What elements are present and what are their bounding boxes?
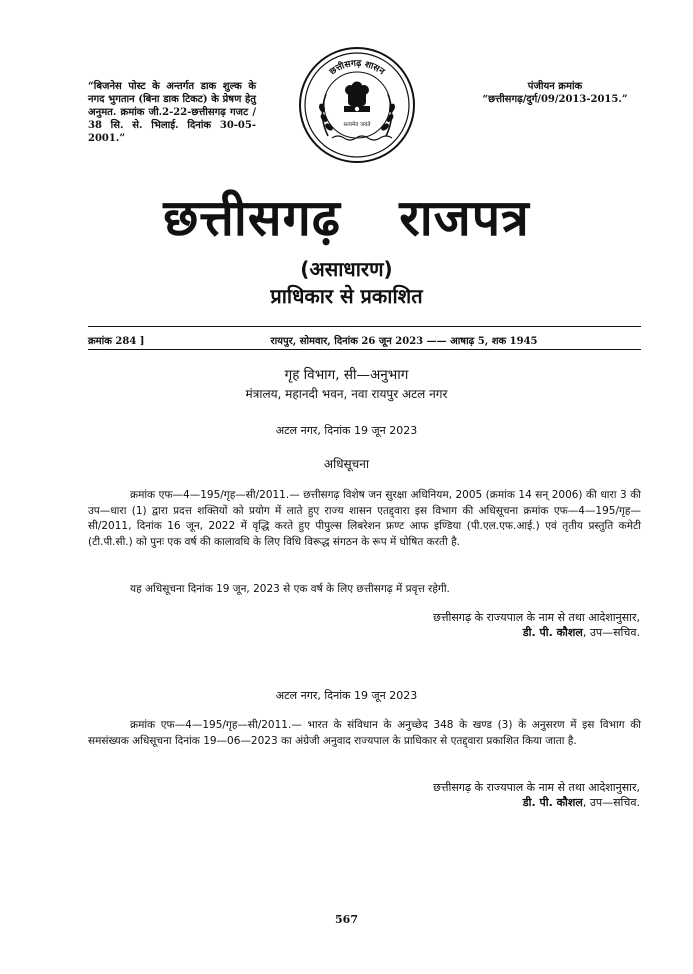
notice2-signature-line: छत्तीसगढ़ के राज्यपाल के नाम से तथा आदेशानुसार, [433,781,640,794]
gazette-title: छत्तीसगढ़ राजपत्र [163,189,530,247]
notice1-signatory-name: डी. पी. कौशल [522,626,583,639]
notice1-signatory-designation: , उप—सचिव. [582,626,640,639]
seal-motto: सत्यमेव जयते [343,122,371,128]
notice2-signatory [340,795,640,810]
notice1-place-date: अटल नगर, दिनांक 19 जून 2023 [275,424,418,437]
notice1-effective-clause: यह अधिसूचना दिनांक 19 जून, 2023 से एक वर्ष के लिए छत्तीसगढ़ में प्रवृत्त रहेगी. [130,583,450,595]
notice2-place-date: अटल नगर, दिनांक 19 जून 2023 [275,689,418,702]
notice2-signatory-name: डी. पी. कौशल [522,796,583,809]
bottom-rule [88,349,641,350]
government-seal-icon [298,46,416,164]
issue-dateline: रायपुर, सोमवार, दिनांक 26 जून 2023 —— आषाढ़ 5, शक 1945 [270,336,538,347]
top-rule [88,326,641,327]
extraordinary-label: (असाधारण) [300,257,393,281]
notice2-body: क्रमांक एफ—4—195/गृह—सी/2011.— भारत के संविधान के अनुच्छेद 348 के खण्ड (3) के अनुसरण में इस विभाग की समसंख्यक अधिसूचना दिनांक 19—06—2023 का अंग्रेजी अनुवाद राज्यपाल के प्राधिकार से एतद्द्वारा प्रकाशित किया जाता है. [88,719,641,747]
registration-label: पंजीयन क्रमांक [527,81,583,92]
published-by-authority: प्राधिकार से प्रकाशित [270,284,423,308]
page-number: 567 [335,913,358,926]
postal-permit-note: “बिजनेस पोस्ट के अन्तर्गत डाक शुल्क के नगद भुगतान (बिना डाक टिकट) के प्रेषण हेतु अनुमत. क्रमांक जी.2-22-छत्तीसगढ़ गजट / 38 सि. से. भिलाई. दिनांक 30-05-2001.” [88,81,256,144]
department-address: मंत्रालय, महानदी भवन, नवा रायपुर अटल नगर [245,387,448,401]
notice2-signatory-designation: , उप—सचिव. [582,796,640,809]
notice1-signatory [340,625,640,640]
seal-title: छत्तीसगढ़ शासन [328,58,386,78]
notice1-signature-line: छत्तीसगढ़ के राज्यपाल के नाम से तथा आदेशानुसार, [433,611,640,624]
notice1-body: क्रमांक एफ—4—195/गृह—सी/2011.— छत्तीसगढ़ विशेष जन सुरक्षा अधिनियम, 2005 (क्रमांक 14 सन् 2006) की धारा 3 की उप—धारा (1) द्वारा प्रदत्त शक्तियों को प्रयोग में लाते हुए राज्य शासन एतद्द्वारा इस विभाग की अधिसूचना क्रमांक एफ—4—195/गृह—सी/2011, दिनांक 16 जून, 2022 में वृद्धि करते हुए पीपुल्स लिबरेशन फ्रण्ट आफ इण्डिया (पी.एल.एफ.आई.) एवं तृतीय प्रस्तुति कमेटी (टी.पी.सी.) को पुनः एक वर्ष की कालावधि के लिए विधि विरूद्ध संगठन के रूप में घोषित करती है. [88,489,641,548]
registration-number: “छत्तीसगढ़/दुर्ग/09/2013-2015.” [482,94,628,105]
issue-number: क्रमांक 284 ] [88,336,145,347]
registration-note [470,80,640,106]
department-name: गृह विभाग, सी—अनुभाग [284,367,409,383]
notification-title: अधिसूचना [323,457,370,471]
